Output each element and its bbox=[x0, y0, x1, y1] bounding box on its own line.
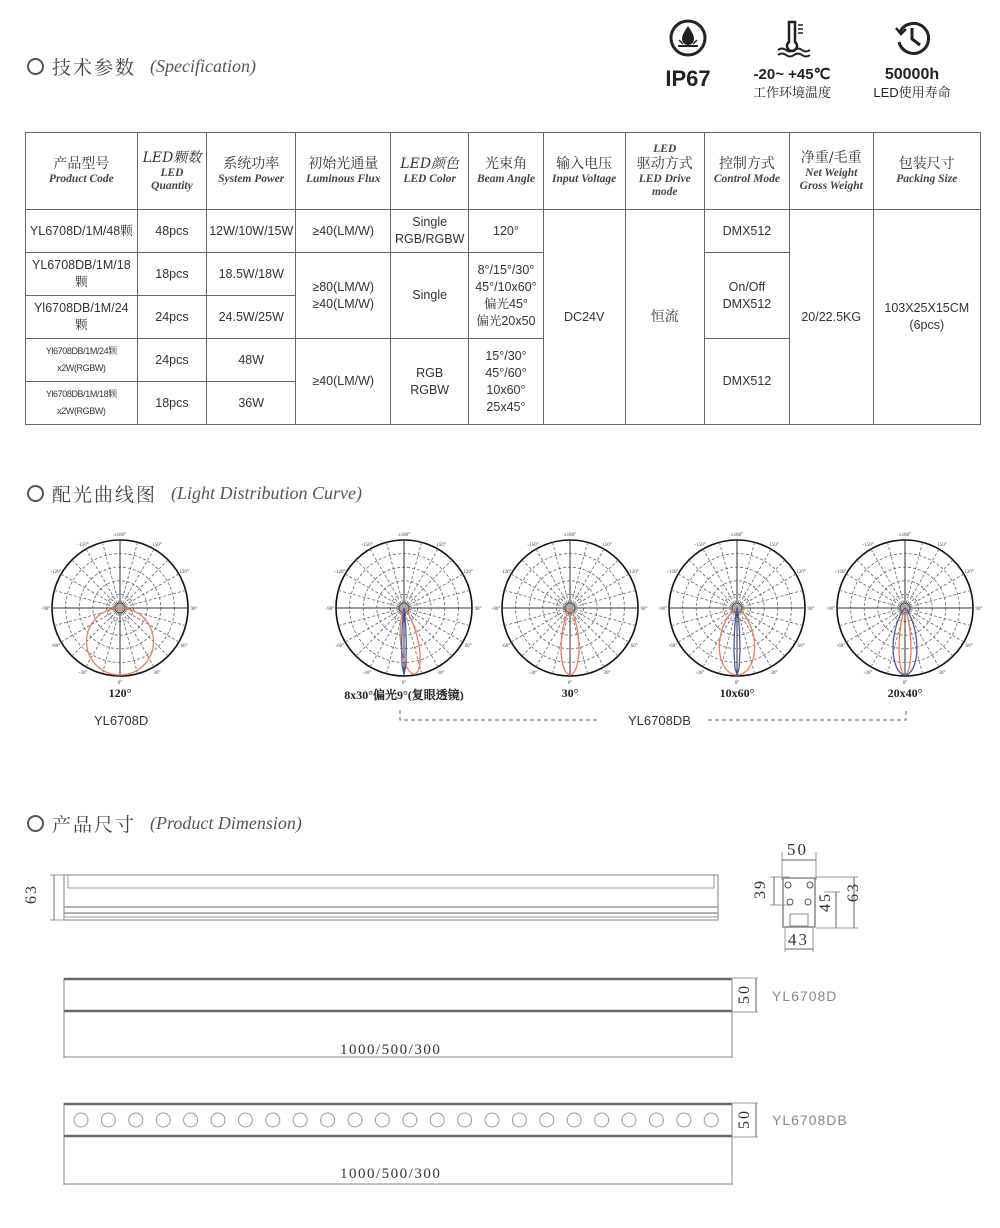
polar-angle-label: -60° bbox=[51, 644, 61, 649]
polar-angle-label: -30° bbox=[528, 671, 538, 677]
circle-bullet-icon bbox=[27, 58, 44, 75]
polar-caption: 10x60° bbox=[719, 686, 755, 700]
polar-angle-label: 120° bbox=[796, 570, 806, 575]
polar-angle-label: ±180° bbox=[397, 533, 411, 538]
section-title-curve bbox=[27, 480, 362, 507]
polar-angle-label: 60° bbox=[797, 644, 805, 649]
clock-icon bbox=[892, 18, 932, 58]
cell-power: 18.5W/18W bbox=[207, 253, 296, 296]
cell-flux: ≥40(LM/W) bbox=[296, 339, 391, 425]
cell-color: RGB RGBW bbox=[391, 339, 469, 425]
polar-angle-label: 90° bbox=[474, 607, 482, 612]
dim-profile-top: 50 bbox=[787, 840, 808, 859]
polar-caption: 120° bbox=[108, 686, 132, 700]
polar-angle-label: -90° bbox=[41, 607, 51, 612]
polar-angle-label: -30° bbox=[78, 671, 88, 677]
model-tag-d: YL6708D bbox=[772, 988, 838, 1004]
polar-grid-spoke bbox=[905, 542, 923, 608]
polar-angle-label: 30° bbox=[153, 671, 161, 677]
polar-angle-label: -120° bbox=[667, 570, 679, 575]
led-dot bbox=[485, 1113, 499, 1127]
polar-angle-label: -150° bbox=[77, 542, 89, 548]
circle-bullet-icon bbox=[27, 485, 44, 502]
polar-angle-label: -120° bbox=[334, 570, 346, 575]
feature-value: 50000h bbox=[884, 66, 940, 83]
polar-chart bbox=[485, 526, 655, 691]
led-dot bbox=[512, 1113, 526, 1127]
polar-grid-spoke bbox=[887, 542, 905, 608]
dim-height-d: 50 bbox=[736, 984, 753, 1004]
polar-grid-spoke bbox=[120, 542, 138, 608]
led-dot bbox=[321, 1113, 335, 1127]
header-weight: 净重/毛重 Net Weight Gross Weight bbox=[789, 133, 873, 210]
polar-angle-label: -120° bbox=[500, 570, 512, 575]
polar-caption: 30° bbox=[561, 686, 579, 700]
polar-angle-label: -150° bbox=[862, 542, 874, 548]
header-beam-angle: 光束角 Beam Angle bbox=[469, 133, 544, 210]
polar-angle-label: 0° bbox=[401, 681, 407, 686]
polar-angle-label: -90° bbox=[325, 607, 335, 612]
polar-angle-label: -120° bbox=[50, 570, 62, 575]
section-title-spec bbox=[27, 53, 256, 80]
polar-angle-label: ±180° bbox=[113, 533, 127, 538]
polar-grid-spoke bbox=[570, 608, 636, 626]
cell-code: YL6708DB/1M/18颗 bbox=[26, 253, 138, 296]
cell-beam: 8°/15°/30° 45°/10x60° 偏光45° 偏光20x50 bbox=[469, 253, 544, 339]
polar-grid-spoke bbox=[102, 542, 120, 608]
led-dot bbox=[649, 1113, 663, 1127]
feature-ip67 bbox=[652, 18, 724, 89]
header-led-quantity: LED颗数 LED Quantity bbox=[137, 133, 206, 210]
polar-grid-spoke bbox=[905, 608, 971, 626]
header-product-code: 产品型号 Product Code bbox=[26, 133, 138, 210]
section-title-dimension bbox=[27, 810, 302, 837]
cell-color: Single bbox=[391, 253, 469, 339]
thermometer-icon bbox=[772, 18, 812, 58]
cell-qty: 18pcs bbox=[137, 382, 206, 425]
cell-packing: 103X25X15CM (6pcs) bbox=[873, 210, 980, 425]
cell-power: 36W bbox=[207, 382, 296, 425]
model-label-d: YL6708D bbox=[94, 713, 149, 728]
dim-length-db: 1000/500/300 bbox=[340, 1166, 442, 1182]
polar-chart bbox=[35, 526, 205, 691]
polar-angle-label: 90° bbox=[975, 607, 983, 612]
led-dot bbox=[567, 1113, 581, 1127]
cell-beam: 15°/30° 45°/60° 10x60° 25x45° bbox=[469, 339, 544, 425]
led-dot bbox=[129, 1113, 143, 1127]
cell-color: Single RGB/RGBW bbox=[391, 210, 469, 253]
feature-value: -20~ +45℃ bbox=[753, 66, 831, 83]
polar-angle-label: 150° bbox=[436, 542, 446, 548]
polar-angle-label: 30° bbox=[938, 671, 946, 677]
polar-angle-label: 150° bbox=[769, 542, 779, 548]
led-dot bbox=[677, 1113, 691, 1127]
section-title-cn: 配光曲线图 bbox=[52, 484, 158, 506]
header-input-voltage: 输入电压 Input Voltage bbox=[543, 133, 625, 210]
cell-qty: 18pcs bbox=[137, 253, 206, 296]
feature-lifetime bbox=[862, 18, 962, 101]
header-led-color: LED颜色 LED Color bbox=[391, 133, 469, 210]
polar-angle-label: ±180° bbox=[898, 533, 912, 538]
led-dot bbox=[622, 1113, 636, 1127]
header-drive-mode: LED 驱动方式 LED Drive mode bbox=[625, 133, 704, 210]
dim-height-db: 50 bbox=[736, 1109, 753, 1129]
cell-control: DMX512 bbox=[705, 339, 790, 425]
water-drop-icon bbox=[668, 18, 708, 58]
cell-drive: 恒流 bbox=[625, 210, 704, 425]
feature-temperature bbox=[742, 18, 842, 101]
led-dot bbox=[101, 1113, 115, 1127]
polar-angle-label: -90° bbox=[658, 607, 668, 612]
polar-angle-label: 0° bbox=[902, 681, 908, 686]
polar-angle-label: -90° bbox=[826, 607, 836, 612]
polar-angle-label: -60° bbox=[335, 644, 345, 649]
polar-angle-label: -30° bbox=[362, 671, 372, 677]
polar-chart bbox=[820, 526, 990, 691]
led-dot bbox=[403, 1113, 417, 1127]
polar-angle-label: 120° bbox=[629, 570, 639, 575]
cell-flux: ≥80(LM/W) ≥40(LM/W) bbox=[296, 253, 391, 339]
polar-angle-label: 90° bbox=[190, 607, 198, 612]
cell-beam: 120° bbox=[469, 210, 544, 253]
table-header-row bbox=[26, 133, 981, 210]
model-label-db: YL6708DB bbox=[628, 713, 691, 728]
feature-value: IP67 bbox=[665, 66, 711, 91]
polar-angle-label: 60° bbox=[965, 644, 973, 649]
polar-grid-spoke bbox=[552, 542, 570, 608]
polar-grid-spoke bbox=[737, 542, 755, 608]
polar-angle-label: 90° bbox=[807, 607, 815, 612]
led-dot bbox=[74, 1113, 88, 1127]
led-dot bbox=[211, 1113, 225, 1127]
polar-angle-label: 60° bbox=[180, 644, 188, 649]
polar-grid-spoke bbox=[120, 608, 186, 626]
model-tag-db: YL6708DB bbox=[772, 1112, 848, 1128]
feature-label: LED使用寿命 bbox=[873, 85, 951, 100]
dim-side-height: 63 bbox=[23, 884, 40, 904]
header-system-power: 系统功率 System Power bbox=[207, 133, 296, 210]
cell-control: DMX512 bbox=[705, 210, 790, 253]
polar-chart bbox=[652, 526, 822, 691]
dim-length-d: 1000/500/300 bbox=[340, 1042, 442, 1058]
section-title-cn: 技术参数 bbox=[52, 57, 137, 79]
circle-bullet-icon bbox=[27, 815, 44, 832]
side-view-drawing bbox=[20, 860, 740, 930]
polar-angle-label: -60° bbox=[501, 644, 511, 649]
led-dot bbox=[595, 1113, 609, 1127]
polar-angle-label: -150° bbox=[527, 542, 539, 548]
spec-table bbox=[25, 132, 981, 425]
led-dot bbox=[266, 1113, 280, 1127]
polar-angle-label: 30° bbox=[437, 671, 445, 677]
dim-profile-right: 63 bbox=[845, 882, 862, 902]
polar-angle-label: ±180° bbox=[730, 533, 744, 538]
polar-chart bbox=[319, 526, 489, 691]
section-title-en: (Specification) bbox=[150, 56, 256, 76]
polar-angle-label: 0° bbox=[734, 681, 740, 686]
polar-angle-label: 150° bbox=[152, 542, 162, 548]
polar-angle-label: -120° bbox=[835, 570, 847, 575]
header-control-mode: 控制方式 Control Mode bbox=[705, 133, 790, 210]
polar-caption: 8x30°偏光9°(复眼透镜) bbox=[344, 688, 464, 702]
cell-qty: 24pcs bbox=[137, 296, 206, 339]
polar-angle-label: 150° bbox=[937, 542, 947, 548]
led-dot bbox=[156, 1113, 170, 1127]
led-dot bbox=[458, 1113, 472, 1127]
polar-angle-label: -60° bbox=[836, 644, 846, 649]
led-dot bbox=[430, 1113, 444, 1127]
header-luminous-flux: 初始光通量 Luminous Flux bbox=[296, 133, 391, 210]
polar-angle-label: -30° bbox=[863, 671, 873, 677]
polar-angle-label: 30° bbox=[770, 671, 778, 677]
table-row bbox=[26, 210, 981, 253]
polar-angle-label: 60° bbox=[630, 644, 638, 649]
polar-grid-spoke bbox=[404, 608, 470, 626]
polar-caption: 20x40° bbox=[887, 686, 923, 700]
polar-angle-label: 0° bbox=[567, 681, 573, 686]
polar-grid-spoke bbox=[386, 542, 404, 608]
led-dot bbox=[375, 1113, 389, 1127]
cell-qty: 48pcs bbox=[137, 210, 206, 253]
cell-power: 12W/10W/15W bbox=[207, 210, 296, 253]
cell-control: On/Off DMX512 bbox=[705, 253, 790, 339]
dim-profile-left: 39 bbox=[752, 879, 769, 899]
polar-angle-label: -150° bbox=[361, 542, 373, 548]
cell-power: 48W bbox=[207, 339, 296, 382]
led-dot bbox=[540, 1113, 554, 1127]
polar-angle-label: 90° bbox=[640, 607, 648, 612]
polar-angle-label: 120° bbox=[463, 570, 473, 575]
led-dot bbox=[293, 1113, 307, 1127]
cell-code: Yl6708DB/1M/24颗x2W(RGBW) bbox=[26, 339, 138, 382]
led-dot bbox=[704, 1113, 718, 1127]
polar-angle-label: 60° bbox=[464, 644, 472, 649]
section-title-cn: 产品尺寸 bbox=[52, 814, 137, 836]
polar-angle-label: -150° bbox=[694, 542, 706, 548]
polar-grid-spoke bbox=[737, 608, 803, 626]
led-dot bbox=[184, 1113, 198, 1127]
polar-angle-label: -30° bbox=[695, 671, 705, 677]
polar-grid-spoke bbox=[404, 542, 422, 608]
polar-angle-label: ±180° bbox=[563, 533, 577, 538]
polar-angle-label: 30° bbox=[603, 671, 611, 677]
polar-angle-label: 150° bbox=[602, 542, 612, 548]
polar-grid-spoke bbox=[719, 542, 737, 608]
polar-angle-label: -60° bbox=[668, 644, 678, 649]
section-title-en: (Light Distribution Curve) bbox=[171, 483, 363, 503]
cell-flux: ≥40(LM/W) bbox=[296, 210, 391, 253]
cell-code: Yl6708DB/1M/18颗x2W(RGBW) bbox=[26, 382, 138, 425]
feature-label: 工作环境温度 bbox=[752, 85, 831, 100]
cell-voltage: DC24V bbox=[543, 210, 625, 425]
dim-profile-bottom: 43 bbox=[788, 930, 809, 949]
led-dot bbox=[348, 1113, 362, 1127]
section-title-en: (Product Dimension) bbox=[150, 813, 302, 833]
cell-code: Yl6708DB/1M/24颗 bbox=[26, 296, 138, 339]
polar-angle-label: 120° bbox=[179, 570, 189, 575]
polar-grid-spoke bbox=[570, 542, 588, 608]
cell-code: YL6708D/1M/48颗 bbox=[26, 210, 138, 253]
cell-qty: 24pcs bbox=[137, 339, 206, 382]
cell-weight: 20/22.5KG bbox=[789, 210, 873, 425]
polar-angle-label: 0° bbox=[117, 681, 123, 686]
polar-angle-label: 120° bbox=[964, 570, 974, 575]
dim-profile-inner: 45 bbox=[817, 892, 834, 912]
cell-power: 24.5W/25W bbox=[207, 296, 296, 339]
led-dot bbox=[238, 1113, 252, 1127]
polar-angle-label: -90° bbox=[491, 607, 501, 612]
header-packing-size: 包装尺寸 Packing Size bbox=[873, 133, 980, 210]
